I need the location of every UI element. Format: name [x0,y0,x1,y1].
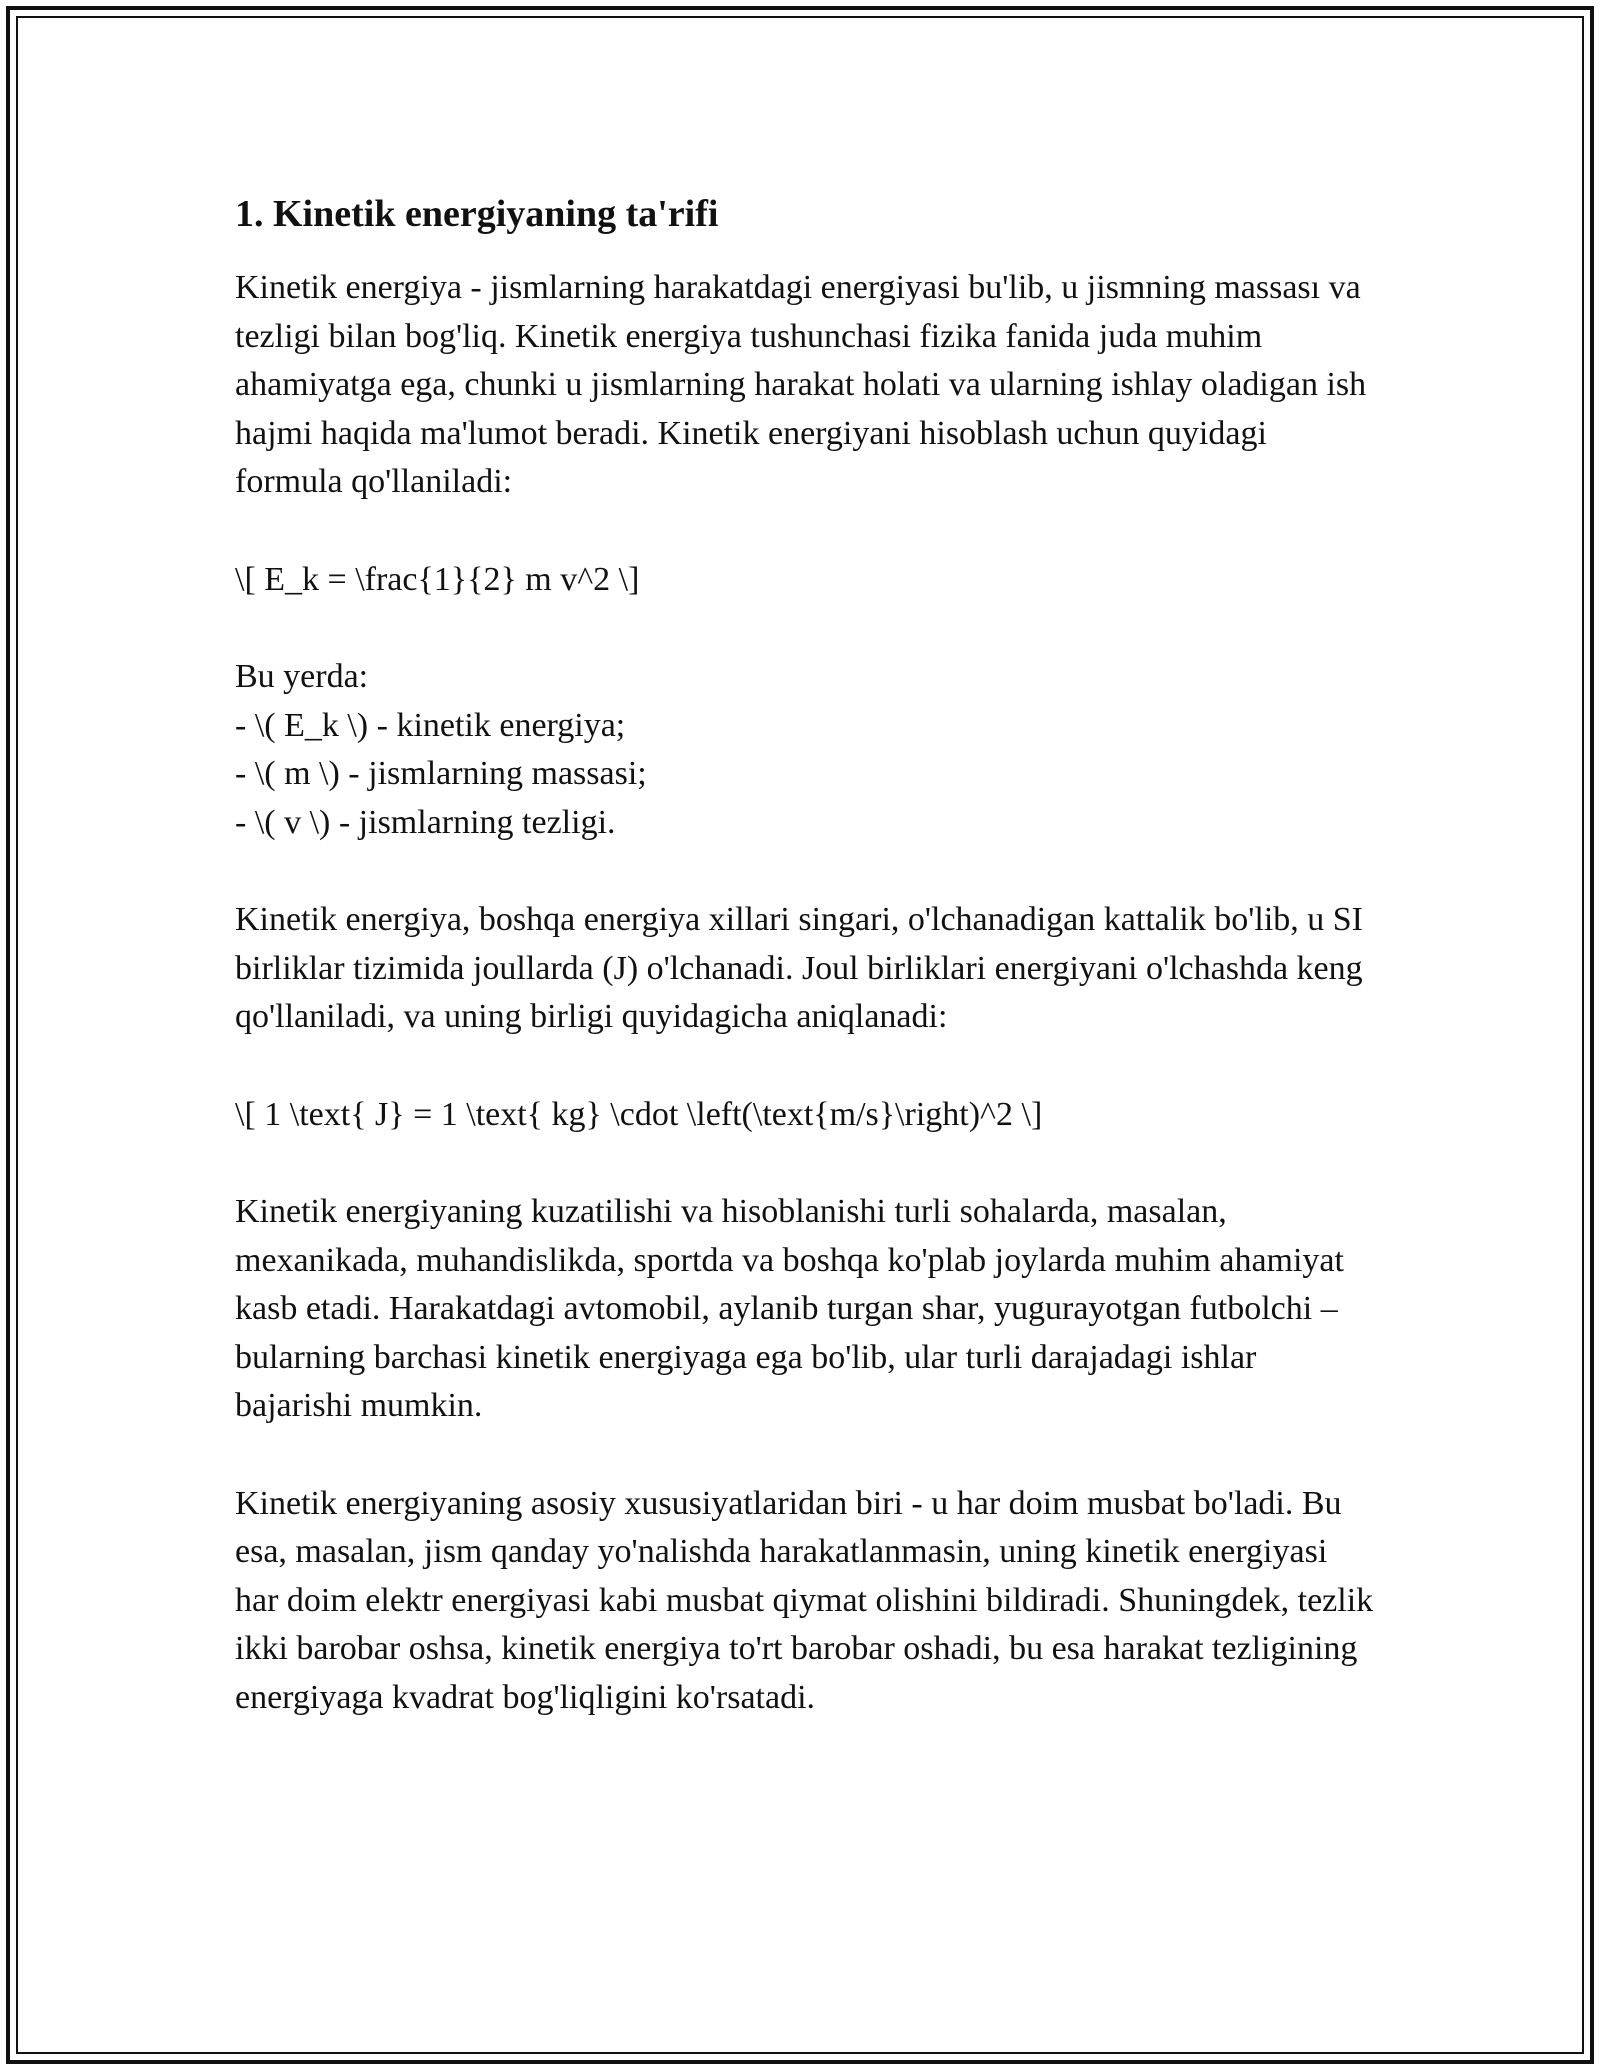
properties-paragraph: Kinetik energiyaning asosiy xususiyatlaridan biri - u har doim musbat bo'ladi. Bu esa, masalan, jism qanday yo'nalishda harakatlanmasin, uning kinetik energiyasi har doim elektr energiyasi kabi musbat qiymat olishini bildiradi. Shuningdek, tezlik ikki barobar oshsa, kinetik energiya to'rt barobar oshadi, bu esa harakat tezligining energiyaga kvadrat bog'liqligini ko'rsatadi. [235,1484,1374,1716]
applications-paragraph: Kinetik energiyaning kuzatilishi va hisoblanishi turli sohalarda, masalan, mexanikada, muhandislikda, sportda va boshqa ko'plab joylarda muhim ahamiyat kasb etadi. Harakatdagi avtomobil, aylanib turgan shar, yugurayotgan futbolchi – bularning barchasi kinetik energiyaga ega bo'lib, ular turli darajadagi ishlar bajarishi mumkin. [235,1193,1344,1424]
variable-definitions [235,653,1375,847]
kinetic-energy-formula: \[ E_k = \frac{1}{2} m v^2 \] [235,560,640,598]
intro-paragraph: Kinetik energiya - jismlarning harakatdagi energiyasi bu'lib, u jismning massası va tezligi bilan bog'liq. Kinetik energiya tushunchasi fizika fanida juda muhim ahamiyatga ega, chunki u jismlarning harakat holati va ularning ishlay oladigan ish hajmi haqida ma'lumot beradi. Kinetik energiyani hisoblash uchun quyidagi formula qo'llaniladi: [235,269,1367,500]
document-body [235,186,1375,1722]
joule-formula: \[ 1 \text{ J} = 1 \text{ kg} \cdot \left(\text{m/s}\right)^2 \] [235,1095,1043,1133]
definition-v: - \( v \) - jismlarning tezligi. [235,803,616,841]
section-heading: 1. Kinetik energiyaning ta'rifi [235,193,719,235]
units-paragraph: Kinetik energiya, boshqa energiya xillari singari, o'lchanadigan kattalik bo'lib, u SI birliklar tizimida joullarda (J) o'lchanadi. Joul birliklari energiyani o'lchashda keng qo'llaniladi, va uning birligi quyidagicha aniqlanadi: [235,901,1363,1035]
definition-ek: - \( E_k \) - kinetik energiya; [235,706,626,744]
definition-m: - \( m \) - jismlarning massasi; [235,755,647,792]
definitions-intro: Bu yerda: [235,658,369,695]
